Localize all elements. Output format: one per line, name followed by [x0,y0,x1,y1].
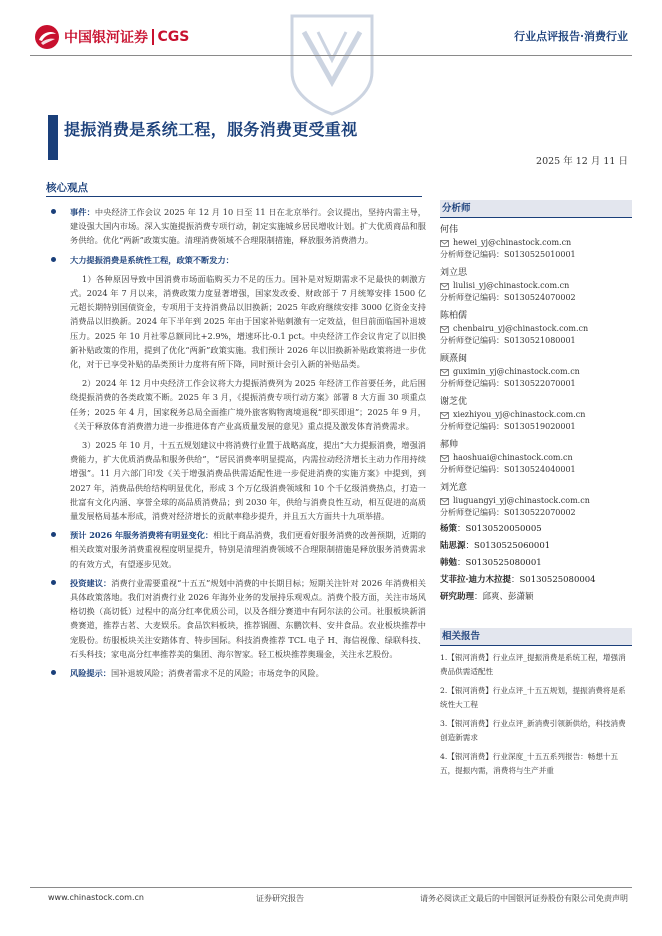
header-divider [30,55,632,56]
logo-swirl-icon [34,24,60,50]
analyst-email-row [440,452,632,464]
analyst-name: 陈柏儒 [440,311,468,321]
analyst-email-row [440,323,632,335]
logo-text-cn: 中国银河证券 [64,30,148,46]
analyst-email-row [440,495,632,507]
analyst-email[interactable]: guximin_yj@chinastock.com.cn [453,367,580,376]
event-text: 中央经济工作会议 2025 年 12 月 10 日至 11 日在北京举行。会议提出，坚持内需主导，建设强大国内市场。深入实施提振消费专项行动，制定实施城乡居民增收计划。扩大优质商品和服务供给。优化“两新”政策实施。清理消费领域不合理限制措施，释放服务消费潜力。 [70,207,426,246]
logo-text-en: CGS [157,29,190,45]
service-paragraph [46,528,426,571]
report-date: 2025 年 12 月 11 日 [536,156,628,167]
analyst-entry [440,353,632,390]
company-logo [34,24,189,50]
analyst-reg-code: 分析师登记编码：S0130522070001 [440,379,576,388]
related-report-link[interactable]: 4.【银河消费】行业深度_十五五系列报告：畅想十五五，提振内需，消费将与生产并重 [440,752,619,775]
system-point-1: 1）各种原因导致中国消费市场面临购买力不足的压力。国补是对短期需求不足最快的刺激方式。2024 年 7 月以来，消费政策力度显著增强，国家发改委、财政部于 7 月统筹安排 1500 亿元超长期特别国债资金，专项用于支持消费品以旧换新；2025 年政府继续安排 3000 亿资金支持消费品以旧换新。2024 年下半年到 2025 年由于国家补贴刺激有一定效益，但目前面临国补退坡压力。2025 年 10 月社零总额同比+2.9%，增速环比-0.1 pct。中央经济工作会议肯定了以旧换新补贴政策的作用，提到了优化“两新”政策实施。我们预计 2026 年以旧换新补贴政策将进一步优化，对于已享受补贴的品类预计力度将有所下降，同时预计会引入新的补贴品类。 [70,273,426,370]
risk-paragraph [46,666,426,680]
related-report-link[interactable]: 3.【银河消费】行业点评_新消费引领新供给，科技消费创造新需求 [440,719,626,742]
extra-analyst-list [440,521,632,606]
extra-analyst-value: ：S0130525060001 [465,541,551,551]
analyst-email-row [440,409,632,421]
service-lead: 预计 2026 年服务消费将有明显变化： [70,530,214,541]
related-report-link[interactable]: 1.【银河消费】行业点评_提振消费是系统工程，增强消费品供需适配性 [440,653,626,676]
report-type: 行业点评报告·消费行业 [514,30,628,43]
bullet-icon [51,580,56,585]
footer-divider [30,887,632,888]
footer-center-label: 证券研究报告 [256,894,304,903]
extra-analyst-row [440,521,632,538]
related-heading: 相关报告 [440,628,632,646]
watermark-emblem-icon [284,12,380,117]
analyst-reg-code: 分析师登记编码：S0130524070002 [440,293,576,302]
extra-analyst-label: 艾菲拉·迪力木拉提 [440,575,511,585]
title-accent-bar [48,115,58,160]
analyst-list [440,224,632,519]
analyst-name: 刘光意 [440,483,468,493]
advice-lead: 投资建议： [70,577,112,588]
analyst-name: 郝帅 [440,440,459,450]
analyst-name: 谢芝优 [440,397,468,407]
mail-icon [440,240,449,247]
analyst-email-row [440,237,632,249]
analyst-reg-code: 分析师登记编码：S0130521080001 [440,336,576,345]
mail-icon [440,283,449,290]
event-paragraph [46,205,426,248]
analyst-reg-code: 分析师登记编码：S0130519020001 [440,422,576,431]
analyst-email[interactable]: hewei_yj@chinastock.com.cn [453,238,572,247]
footer-disclaimer: 请务必阅读正文最后的中国银河证券股份有限公司免责声明 [420,894,628,903]
mail-icon [440,326,449,333]
bullet-icon [51,257,56,262]
mail-icon [440,412,449,419]
analysts-heading: 分析师 [440,200,632,218]
analyst-email[interactable]: chenbairu_yj@chinastock.com.cn [453,324,589,333]
analyst-entry [440,482,632,519]
analyst-reg-code: 分析师登记编码：S0130525010001 [440,250,576,259]
analyst-entry [440,439,632,476]
service-text: 相比于商品消费，我们更看好服务消费的改善预期，近期的相关政策对服务消费重视程度明显提升，特别是清理消费领域不合理限制措施是释放服务消费需求的有效方式，有望逐步见效。 [70,530,427,569]
extra-analyst-label: 杨策 [440,524,458,534]
analyst-entry [440,396,632,433]
analyst-name: 何伟 [440,225,459,235]
analyst-email[interactable]: liulisi_yj@chinastock.com.cn [453,281,570,290]
analyst-email-row [440,366,632,378]
event-lead: 事件： [70,207,95,217]
analyst-entry [440,267,632,304]
bullet-icon [51,532,56,537]
system-point-3: 3）2025 年 10 月，十五五规划建议中将消费行业置于战略高度，提出“大力提振消费，增强消费能力，扩大优质消费品和服务供给”，“居民消费率明显提高，内需拉动经济增长主动力作用持续增强”。11 月六部门印发《关于增强消费品供需适配性进一步促进消费的实施方案》中提到，到 2027 年，消费品供给结构明显优化，形成 3 个万亿级消费领域和 10 个千亿级消费热点，打造一批富有文化内涵、享誉全球的高品质消费品；到 2030 年，供给与消费良性互动，相互促进的高质量发展格局基本形成，消费对经济增长的贡献率稳步提升，并且五大方面共十九项举措。 [70,440,426,522]
related-report-link[interactable]: 2.【银河消费】行业点评_十五五规划，提振消费将是系统性大工程 [440,686,626,709]
risk-text: 国补退坡风险；消费者需求不足的风险；市场竞争的风险。 [110,668,324,679]
extra-analyst-value: ：S0130520050005 [457,524,542,534]
system-lead: 大力提振消费是系统性工程，政策不断发力： [70,254,234,265]
footer-website[interactable]: www.chinastock.com.cn [48,893,144,902]
main-content [46,205,426,685]
sidebar [440,200,632,778]
bullet-icon [51,670,56,675]
mail-icon [440,369,449,376]
analyst-entry [440,310,632,347]
advice-text: 消费行业需要重视“十五五”规划中消费的中长期目标；短期关注针对 2026 年消费相关具体政策落地。我们对消费行业 2026 年海外业务的发展持乐观观点。消费个股方面，关注市场风格切换（高切低）过程中的高分红率优质公司，以及各细分赛道中有阿尔法的公司。社服板块新消费赛道，推荐古茗、大麦娱乐。食品饮料板块，推荐锅圈、东鹏饮料、安井食品。农业板块推荐中宠股份。纺服板块关注安踏体育、特步国际。科技消费推荐 TCL 电子 H、海信视像、绿联科技、石头科技；家电高分红率推荐美的集团、海尔智家。轻工板块推荐奥瑞金，关注永艺股份。 [70,577,426,659]
analyst-email[interactable]: xiezhiyou_yj@chinastock.com.cn [453,410,586,419]
analyst-email-row [440,280,632,292]
analyst-reg-code: 分析师登记编码：S0130524040001 [440,465,576,474]
system-point-2: 2）2024 年 12 月中央经济工作会议将大力提振消费列为 2025 年经济工作首要任务，此后围绕提振消费的各类政策不断。2025 年 3 月，《提振消费专项行动方案》部署 8 大方面 30 项重点任务；2025 年 4 月，国家税务总局全面推广境外旅客购物离境退税“即买即退”；2025 年 9 月，《关于释放体育消费潜力进一步推进体育产业高质量发展的意见》重点提及激发体育消费需求。 [70,378,426,431]
bullet-icon [51,209,56,214]
mail-icon [440,455,449,462]
extra-analyst-value: ：邱爽、彭潇颖 [474,592,534,602]
related-reports-list [440,651,632,778]
risk-lead: 风险提示： [70,668,111,679]
logo-divider [152,29,154,45]
mail-icon [440,498,449,505]
analyst-email[interactable]: haoshuai@chinastock.com.cn [453,453,573,462]
core-heading: 核心观点 [46,182,88,194]
extra-analyst-label: 研究助理 [440,592,475,602]
analyst-name: 刘立思 [440,268,468,278]
page-title: 提振消费是系统工程，服务消费更受重视 [64,120,358,139]
extra-analyst-row [440,538,632,555]
extra-analyst-row [440,572,632,589]
extra-analyst-label: 韩勉 [440,558,458,568]
system-paragraph [46,253,426,267]
extra-analyst-label: 陆思源 [440,541,466,551]
extra-analyst-value: ：S0130525080001 [457,558,542,568]
analyst-entry [440,224,632,261]
analyst-email[interactable]: liuguangyi_yj@chinastock.com.cn [453,496,590,505]
analyst-name: 顾熹闽 [440,354,468,364]
core-divider [46,196,422,197]
advice-paragraph [46,576,426,661]
extra-analyst-row [440,589,632,606]
extra-analyst-value: ：S0130525080004 [510,575,596,585]
extra-analyst-row [440,555,632,572]
analyst-reg-code: 分析师登记编码：S0130522070002 [440,508,576,517]
